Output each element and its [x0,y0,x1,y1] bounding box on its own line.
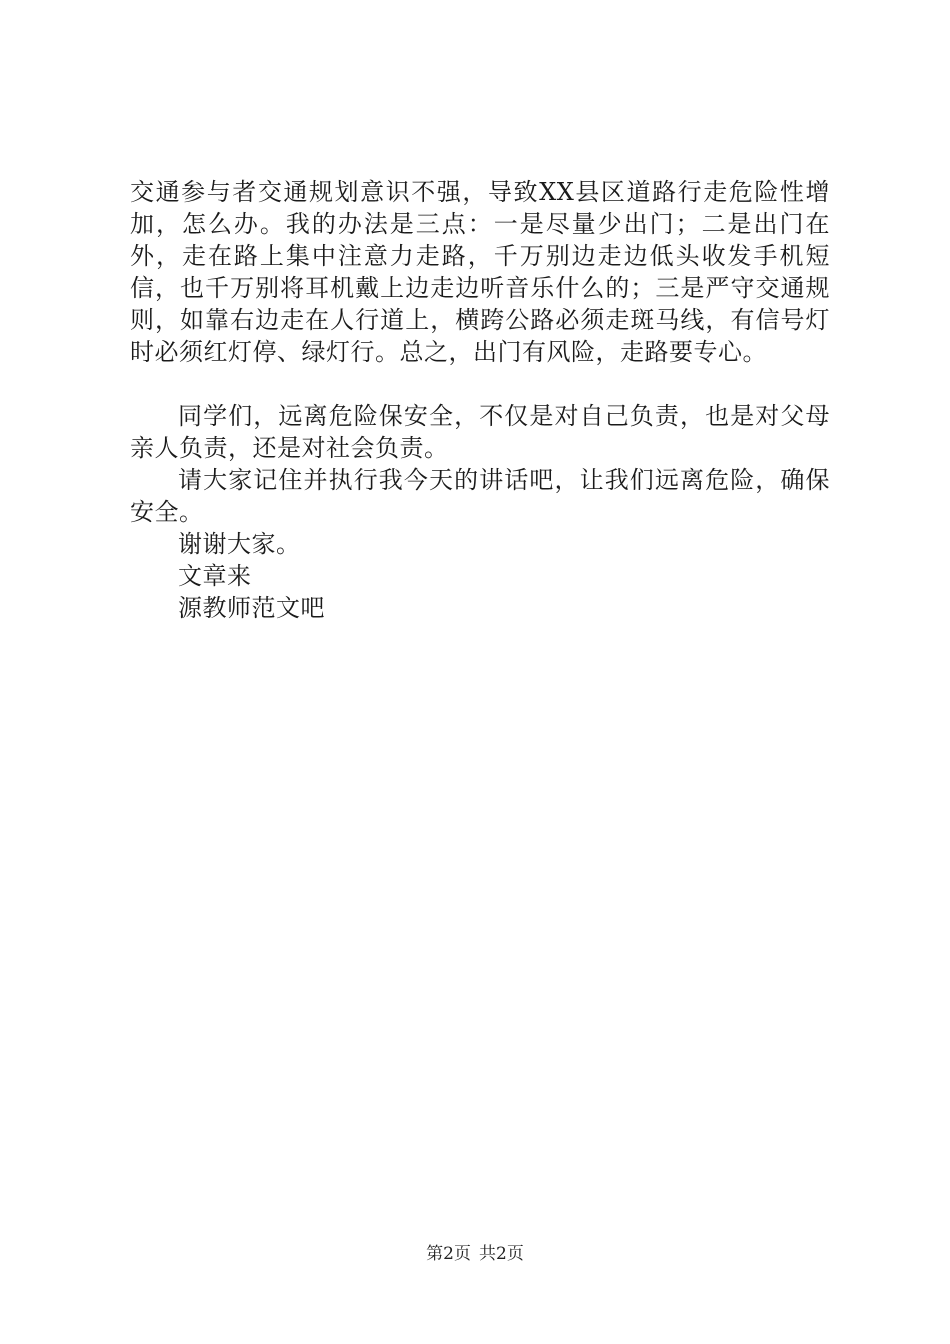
page-total: 共2页 [479,1244,524,1264]
paragraph-source-line-2: 源教师范文吧 [178,594,325,622]
paragraph-traffic-advice: 交通参与者交通规划意识不强，导致XX县区道路行走危险性增加，怎么办。我的办法是三点：一是尽量少出门；二是出门在外，走在路上集中注意力走路，千万别边走边低头收发手机短信，也千万别将耳机戴上边走边听音乐什么的；三是严守交通规则，如靠右边走在人行道上，横跨公路必须走斑马线，有信号灯时必须红灯停、绿灯行。总之，出门有风险，走路要专心。 [130,178,830,366]
paragraph-call-to-action: 请大家记住并执行我今天的讲话吧，让我们远离危险，确保安全。 [130,466,830,526]
paragraph-thanks: 谢谢大家。 [178,530,301,558]
document-body [130,176,830,624]
paragraph-source-line-1: 文章来 [178,562,252,590]
page-footer [0,1243,950,1265]
paragraph-responsibility: 同学们，远离危险保安全，不仅是对自己负责，也是对父母亲人负责，还是对社会负责。 [130,402,830,462]
page-number: 第2页 [426,1244,471,1264]
paragraph-spacer [130,368,830,400]
